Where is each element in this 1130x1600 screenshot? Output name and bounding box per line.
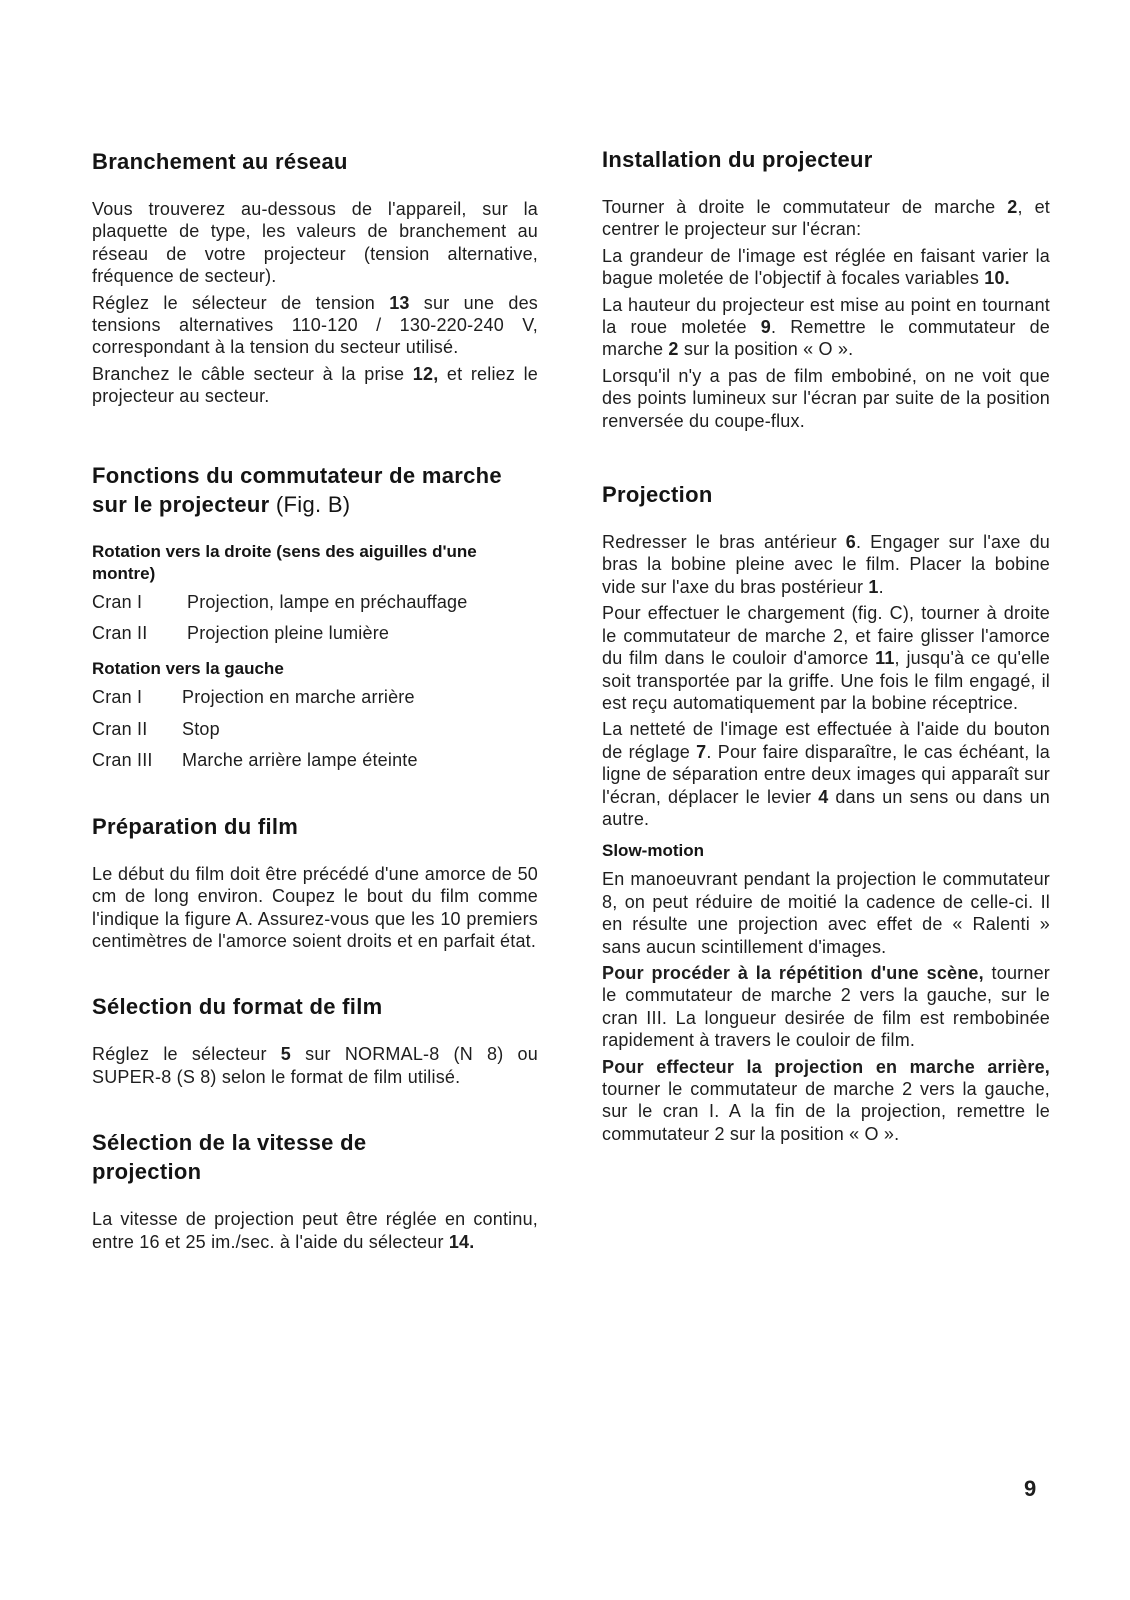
subheading-slow-motion: Slow-motion (602, 841, 704, 861)
right-column (602, 140, 1050, 1149)
paragraph-projection-2: Pour effectuer le chargement (fig. C), tourner à droite le commutateur de marche 2, et faire glisser l'amorce du film dans le couloir d'amorce 11, jusqu'à ce qu'elle soit transportée par la griffe. Une fois le film engagé, il est reçu automatiquement par la bobine réceptrice. (602, 603, 1050, 713)
cran-gauche-3: Cran III Marche arrière lampe éteinte (92, 750, 418, 771)
cran-gauche-1: Cran I Projection en marche arrière (92, 687, 415, 708)
heading-vitesse: Sélection de la vitesse de projection (92, 1130, 367, 1185)
paragraph-projection-1: Redresser le bras antérieur 6. Engager sur l'axe du bras la bobine pleine avec le film. Placer la bobine vide sur l'axe du bras postérieur 1. (602, 532, 1050, 597)
paragraph-slow-2: Pour procéder à la répétition d'une scène, tourner le commutateur de marche 2 vers la gauche, sur le cran III. La longueur desirée de film est rembobinée rapidement à travers le couloir de film. (602, 962, 1050, 1051)
section-fonctions (92, 461, 538, 772)
subheading-rotation-droite: Rotation vers la droite (sens des aiguilles d'une montre) (92, 541, 477, 583)
heading-preparation: Préparation du film (92, 813, 299, 839)
paragraph-branchement-3: Branchez le câble secteur à la prise 12, et reliez le projecteur au secteur. (92, 363, 538, 407)
heading-format: Sélection du format de film (92, 994, 383, 1020)
cran-gauche-2: Cran II Stop (92, 718, 220, 739)
section-branchement (92, 147, 538, 408)
heading-fonctions: Fonctions du commutateur de marche sur le projecteur (Fig. B) (92, 462, 502, 517)
section-slow-motion (602, 840, 1050, 1145)
cran-droite-1: Cran I Projection, lampe en préchauffage (92, 591, 468, 612)
heading-installation: Installation du projecteur (602, 147, 873, 172)
paragraph-preparation-1: Le début du film doit être précédé d'une amorce de 50 cm de long environ. Coupez le bout du film comme l'indique la figure A. Assurez-vous que les 10 premiers centimètres de l'amorce soient droits et en parfait état. (92, 863, 538, 951)
paragraph-installation-3: La hauteur du projecteur est mise au point en tournant la roue moletée 9. Remettre le commutateur de marche 2 sur la position « O ». (602, 294, 1050, 360)
paragraph-format-1: Réglez le sélecteur 5 sur NORMAL-8 (N 8) ou SUPER-8 (S 8) selon le format de film utilisé. (92, 1044, 538, 1087)
section-projection (602, 480, 1050, 830)
subheading-rotation-gauche: Rotation vers la gauche (92, 659, 284, 679)
paragraph-branchement-2: Réglez le sélecteur de tension 13 sur une des tensions alternatives 110-120 / 130-220-240 V, correspondant à la tension du secteur utilisé. (92, 292, 538, 358)
section-preparation (92, 812, 538, 953)
section-vitesse (92, 1128, 538, 1253)
paragraph-slow-3: Pour effecteur la projection en marche arrière, tourner le commutateur de marche 2 vers la gauche, sur le cran I. A la fin de la projection, remettre le commutateur 2 sur la position « O ». (602, 1056, 1050, 1144)
section-installation (602, 145, 1050, 432)
heading-projection: Projection (602, 482, 713, 508)
paragraph-branchement-1: Vous trouverez au-dessous de l'appareil, sur la plaquette de type, les valeurs de branchement au réseau de votre projecteur (tension alternative, fréquence de secteur). (92, 199, 538, 287)
paragraph-installation-2: La grandeur de l'image est réglée en faisant varier la bague moletée de l'objectif à focales variables 10. (602, 245, 1050, 289)
left-column (92, 140, 538, 1257)
paragraph-projection-3: La netteté de l'image est effectuée à l'aide du bouton de réglage 7. Pour faire disparaître, le cas échéant, la ligne de séparation entre deux images qui apparaît sur l'écran, déplacer le levier 4 dans un sens ou dans un autre. (602, 719, 1050, 829)
paragraph-slow-1: En manoeuvrant pendant la projection le commutateur 8, on peut réduire de moitié la cadence de celle-ci. Il en résulte une projection avec effet de « Ralenti » sans aucun scintillement d'images. (602, 869, 1050, 957)
paragraph-installation-4: Lorsqu'il n'y a pas de film embobiné, on ne voit que des points lumineux sur l'écran par suite de la position renversée du coupe-flux. (602, 365, 1050, 431)
section-format (92, 992, 538, 1088)
paragraph-vitesse-1: La vitesse de projection peut être réglée en continu, entre 16 et 25 im./sec. à l'aide du sélecteur 14. (92, 1209, 538, 1252)
heading-branchement: Branchement au réseau (92, 149, 348, 174)
page-number: 9 (1024, 1476, 1037, 1501)
paragraph-installation-1: Tourner à droite le commutateur de marche 2, et centrer le projecteur sur l'écran: (602, 197, 1050, 240)
cran-droite-2: Cran II Projection pleine lumière (92, 623, 390, 644)
